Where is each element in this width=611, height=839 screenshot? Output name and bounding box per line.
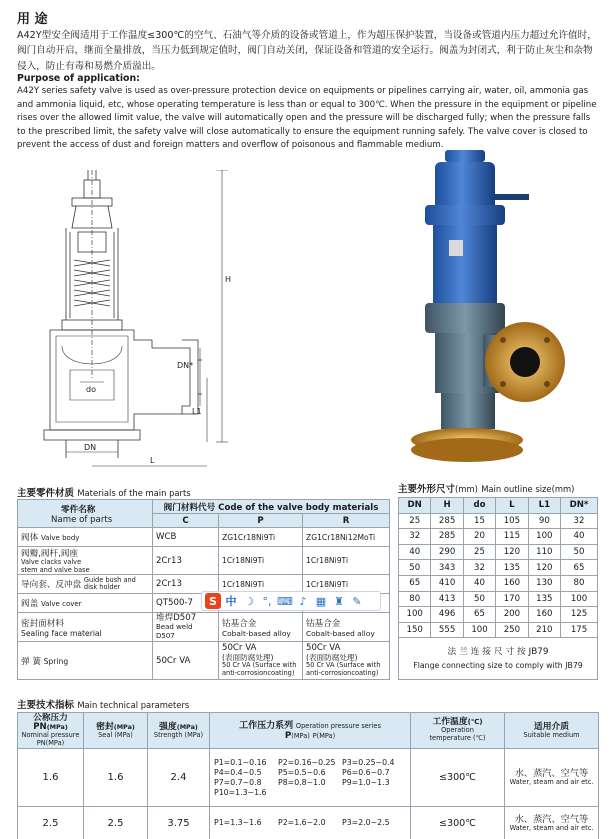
cell-text: 阀盖 — [21, 599, 39, 610]
cell-text: 40 — [463, 575, 495, 591]
cell-text: Strength (MPa) — [153, 730, 204, 739]
drawing-label-h: H — [225, 275, 232, 284]
cell-text: 100 — [561, 591, 598, 607]
outline-title-unit: (mm) — [455, 484, 478, 494]
outline-note-cn: 法 兰 连 接 尺 寸 按 JB79 — [447, 646, 549, 657]
materials-table — [17, 499, 390, 680]
outline-head-dn-star: DN* — [561, 498, 598, 514]
materials-row-spring — [18, 642, 390, 680]
materials-code-p: P — [219, 514, 303, 528]
cell-text: 210 — [528, 622, 560, 638]
drawing-label-do: do — [86, 385, 96, 394]
cell-text: 555 — [431, 622, 463, 638]
purpose-title-en: Purpose of application: — [17, 73, 140, 84]
cell-text: 弹 簧 — [21, 656, 41, 667]
tech-op-series-1 — [214, 758, 406, 798]
outline-title-cn: 主要外形尺寸 — [398, 484, 456, 495]
tech-title-cn: 主要技术指标 — [17, 700, 75, 711]
cell-text: 130 — [528, 575, 560, 591]
cell-text: D507 — [156, 631, 175, 640]
purpose-text-en: A42Y series safety valve is used as over-pressure protection device on equipments or pipelines carrying air, water, oil, ammonia gas and ammonia liquid, etc, whose operating temperature is less than or equal to 300℃. When the pressure in the equipment or pipeline rises over the allowed limit value, the valve will automatically open and the pressure will be discharged fully; when the pressure falls to the prescribed limit, the safety valve will close automatically to ensure the equipment running safely. The valve cover is closed to prevent the access of dust and foreign matters and overflow of poisonous and flammable medium. — [17, 86, 597, 151]
drawing-label-l1: L1 — [192, 407, 202, 416]
cell-text: 410 — [431, 575, 463, 591]
cell-text: 110 — [528, 544, 560, 560]
outline-row — [399, 560, 598, 576]
cell-text: Spring — [43, 656, 69, 666]
cell-text: (℃) — [467, 718, 483, 727]
tech-op-series-2 — [214, 818, 406, 828]
cell-text: 115 — [496, 529, 528, 545]
cell-text: 50Cr VA — [306, 643, 341, 654]
cell-text: 135 — [496, 560, 528, 576]
cell-text: P3=0.25~0.4 — [342, 757, 395, 767]
cell-text: (MPa) — [113, 722, 135, 731]
cell-text: 40 — [561, 529, 598, 545]
cell-text: 160 — [496, 575, 528, 591]
outline-row — [399, 529, 598, 545]
cell-text: (表面防腐处理) — [306, 653, 358, 663]
cell-text: 1Cr18Ni9Ti — [303, 575, 390, 594]
ime-logo-icon[interactable]: S — [205, 593, 221, 609]
cell-text: P9=1.0~1.3 — [342, 777, 390, 787]
outline-row — [399, 607, 598, 623]
cell-text: WCB — [153, 528, 219, 547]
cell-text: P7=0.7~0.8 — [214, 777, 262, 787]
materials-code-c: C — [153, 514, 219, 528]
cell-text: 65 — [561, 560, 598, 576]
cell-text: Valve body — [40, 534, 80, 542]
cell-text: 钴基合金 — [222, 618, 257, 629]
cell-text: P4=0.4~0.5 — [214, 767, 262, 777]
materials-head-code: 阀门材料代号 Code of the valve body materials — [153, 500, 390, 514]
purpose-title-cn: 用 途 — [17, 12, 48, 27]
ime-skin-icon[interactable]: ♜ — [334, 594, 344, 608]
cell-text: P(MPa) — [312, 731, 336, 740]
cell-text: 工作压力系列 — [239, 720, 294, 731]
outline-note — [399, 638, 598, 680]
cell-text: Cobalt-based alloy — [222, 628, 291, 638]
cell-text: 50Cr VA — [153, 642, 219, 680]
cell-text: QT500-7 — [153, 594, 219, 613]
drawing-label-dn-star: DN* — [177, 361, 194, 370]
cell-text: Seal (MPa) — [98, 730, 133, 739]
cell-text: 1Cr18Ni9Ti — [219, 575, 303, 594]
materials-code-r: R — [303, 514, 390, 528]
outline-head-l1: L1 — [528, 498, 560, 514]
cell-text: 135 — [528, 591, 560, 607]
cell-text: 32 — [561, 513, 598, 529]
cell-text: P6=0.6~0.7 — [342, 767, 390, 777]
materials-row — [18, 547, 390, 575]
cell-text: Suitable medium — [523, 730, 580, 739]
cell-text: P1=0.1~0.16 — [214, 757, 267, 767]
cell-text: 阀瓣,阀杆,阀座 — [21, 549, 79, 559]
ime-tools-icon[interactable]: ✎ — [352, 594, 362, 608]
cell-text: 125 — [561, 607, 598, 623]
cell-text: (MPa) — [291, 731, 310, 740]
tech-head-operation — [210, 713, 411, 749]
materials-title-cn: 主要零件材质 — [17, 488, 75, 499]
cell-text: 496 — [431, 607, 463, 623]
tech-head-medium — [505, 713, 599, 749]
cell-text: 1.6 — [18, 749, 84, 807]
cell-text: 175 — [561, 622, 598, 638]
cell-text: P8=0.8~1.0 — [278, 777, 326, 787]
cell-text: 32 — [463, 560, 495, 576]
cell-text: 100 — [528, 529, 560, 545]
cell-text: 50Cr VA — [222, 643, 257, 654]
cell-text: 水、蒸汽、空气等 — [514, 813, 589, 825]
cell-text: 100 — [399, 607, 431, 623]
cell-text: 65 — [399, 575, 431, 591]
cell-text: 200 — [496, 607, 528, 623]
outline-row — [399, 575, 598, 591]
cell-text: 1Cr18Ni9Ti — [219, 547, 303, 575]
cell-text: 1.6 — [84, 749, 148, 807]
cell-text: 50 — [463, 591, 495, 607]
materials-head-part — [18, 500, 153, 528]
cell-text: 零件名称 — [61, 504, 96, 515]
cell-text: 150 — [399, 622, 431, 638]
cell-text: 导向套、反冲盘 — [21, 579, 82, 590]
cell-text: 2.4 — [148, 749, 210, 807]
cell-text: ≤300℃ — [411, 749, 505, 807]
cell-text: 40 — [399, 544, 431, 560]
cell-text: 250 — [496, 622, 528, 638]
outline-table — [398, 497, 598, 680]
cell-text: 3.75 — [148, 807, 210, 839]
outline-title — [398, 481, 574, 495]
cell-text: 2.5 — [84, 807, 148, 839]
cell-text: 90 — [528, 513, 560, 529]
tech-title — [17, 697, 189, 711]
materials-title — [17, 485, 191, 499]
outline-head-l: L — [496, 498, 528, 514]
cell-text: 50 — [561, 544, 598, 560]
outline-head-h: H — [431, 498, 463, 514]
cell-text: (MPa) — [46, 722, 68, 731]
cell-text: 105 — [496, 513, 528, 529]
cell-text: 20 — [463, 529, 495, 545]
cell-text: P2=1.6~2.0 — [278, 818, 326, 827]
ime-moon-icon[interactable]: ☽ — [244, 594, 254, 608]
outline-row — [399, 622, 598, 638]
cell-text: 密封 — [96, 721, 114, 732]
cell-text: 120 — [528, 560, 560, 576]
cell-text: Guide bush and disk holder — [83, 575, 136, 592]
cell-text: P1=1.3~1.6 — [214, 818, 262, 827]
ime-voice-icon[interactable]: ♪ — [299, 594, 307, 608]
cell-text: 170 — [496, 591, 528, 607]
cell-text: 2.5 — [18, 807, 84, 839]
ime-mode-toggle[interactable]: 中 — [225, 595, 237, 608]
tech-table — [17, 712, 599, 839]
cell-text: 285 — [431, 513, 463, 529]
materials-title-en: Materials of the main parts — [77, 488, 191, 498]
valve-section-drawing — [22, 170, 247, 472]
cell-text: 钴基合金 — [306, 618, 341, 629]
cell-text: 阀体 — [21, 533, 39, 543]
tech-head-strength — [148, 713, 210, 749]
cell-text: 50 — [399, 560, 431, 576]
cell-text: 公称压力PN — [33, 712, 68, 732]
cell-text: 适用介质 — [533, 721, 570, 732]
cell-text: 290 — [431, 544, 463, 560]
purpose-text-cn: A42Y型安全阀适用于工作温度≤300℃的空气、石油气等介质的设备或管道上，作为超压保护装置，当设备或管道内压力超过允许值时，阀门自动开启，继而全量排放，当压力低到规定值时，阀门自动关闭，保证设备和管道的安全运行。阀盖为封闭式，利于防止灰尘和杂物侵入，防止有毒和易燃介质溢出。 — [17, 30, 597, 72]
cell-text: Sealing face material — [21, 628, 102, 638]
cell-text: 15 — [463, 513, 495, 529]
materials-row-seal — [18, 613, 390, 642]
cell-text: 80 — [561, 575, 598, 591]
cell-text: Valve cover — [40, 600, 82, 609]
cell-text: ZG1Cr18Ni12MoTi — [303, 528, 390, 547]
cell-text: 强度 — [159, 721, 177, 732]
ime-toolbar[interactable] — [201, 591, 381, 611]
cell-text: 80 — [399, 591, 431, 607]
cell-text: ≤300℃ — [411, 807, 505, 839]
cell-text: 密封面材料 — [21, 618, 64, 629]
outline-head-do: do — [463, 498, 495, 514]
ime-keyboard-icon[interactable]: ⌨ — [277, 594, 293, 608]
cell-text: P2=0.16~0.25 — [278, 757, 336, 767]
drawing-label-dn: DN — [84, 443, 97, 452]
materials-row — [18, 528, 390, 547]
cell-text: 50 Cr VA (Surface with anti-corrosioncoating) — [222, 661, 297, 677]
tech-row — [18, 749, 599, 807]
cell-text: P — [284, 730, 292, 741]
tech-head-seal — [84, 713, 148, 749]
cell-text: 25 — [463, 544, 495, 560]
cell-text: 120 — [496, 544, 528, 560]
cell-text: 堆焊D507 — [156, 612, 197, 623]
cell-text: 1Cr18Ni9Ti — [303, 547, 390, 575]
cell-text: Nominal pressure PN(MPa) — [21, 730, 80, 747]
cell-text: ZG1Cr18Ni9Ti — [219, 528, 303, 547]
cell-text: 413 — [431, 591, 463, 607]
tech-title-en: Main technical parameters — [77, 700, 190, 710]
cell-text: P10=1.3~1.6 — [214, 787, 267, 797]
cell-text: 32 — [399, 529, 431, 545]
tech-row — [18, 807, 599, 839]
tech-head-pn — [18, 713, 84, 749]
cell-text: 25 — [399, 513, 431, 529]
outline-row — [399, 591, 598, 607]
cell-text: 2Cr13 — [153, 547, 219, 575]
valve-product-photo — [395, 150, 570, 480]
cell-text: P5=0.5~0.6 — [278, 767, 326, 777]
drawing-label-l: L — [150, 456, 155, 465]
cell-text: 2Cr13 — [153, 575, 219, 594]
outline-note-en: Flange connecting size to comply with JB79 — [413, 660, 583, 670]
outline-title-en: Main outline size(mm) — [481, 484, 575, 494]
cell-text: 285 — [431, 529, 463, 545]
cell-text: 100 — [463, 622, 495, 638]
cell-text: Cobalt-based alloy — [306, 628, 375, 638]
cell-text: (MPa) — [176, 722, 198, 731]
outline-head-dn: DN — [399, 498, 431, 514]
tech-head-temp — [411, 713, 505, 749]
cell-text: temperature (℃) — [429, 734, 486, 742]
cell-text: Valve clacks valve stem and valve base — [21, 558, 90, 574]
cell-text: Operation pressure series — [295, 721, 381, 730]
outline-row — [399, 513, 598, 529]
cell-text: 水、蒸汽、空气等 — [514, 768, 589, 780]
cell-text: 343 — [431, 560, 463, 576]
cell-text: Operation — [441, 726, 474, 735]
outline-row — [399, 544, 598, 560]
cell-text: P3=2.0~2.5 — [342, 818, 390, 827]
ime-grid-icon[interactable]: ▦ — [315, 594, 327, 608]
cell-text: 160 — [528, 607, 560, 623]
cell-text: 工作温度 — [432, 717, 468, 728]
cell-text: Name of parts — [51, 514, 113, 525]
cell-text: (表面防腐处理) — [222, 653, 274, 663]
cell-text: 65 — [463, 607, 495, 623]
ime-punctuation-icon[interactable]: °, — [262, 594, 272, 608]
cell-text: Bead weld — [156, 622, 193, 631]
cell-text: Water, steam and air etc. — [509, 823, 594, 832]
cell-text: 50 Cr VA (Surface with anti-corrosioncoating) — [306, 661, 381, 677]
cell-text: Water, steam and air etc. — [509, 778, 594, 787]
